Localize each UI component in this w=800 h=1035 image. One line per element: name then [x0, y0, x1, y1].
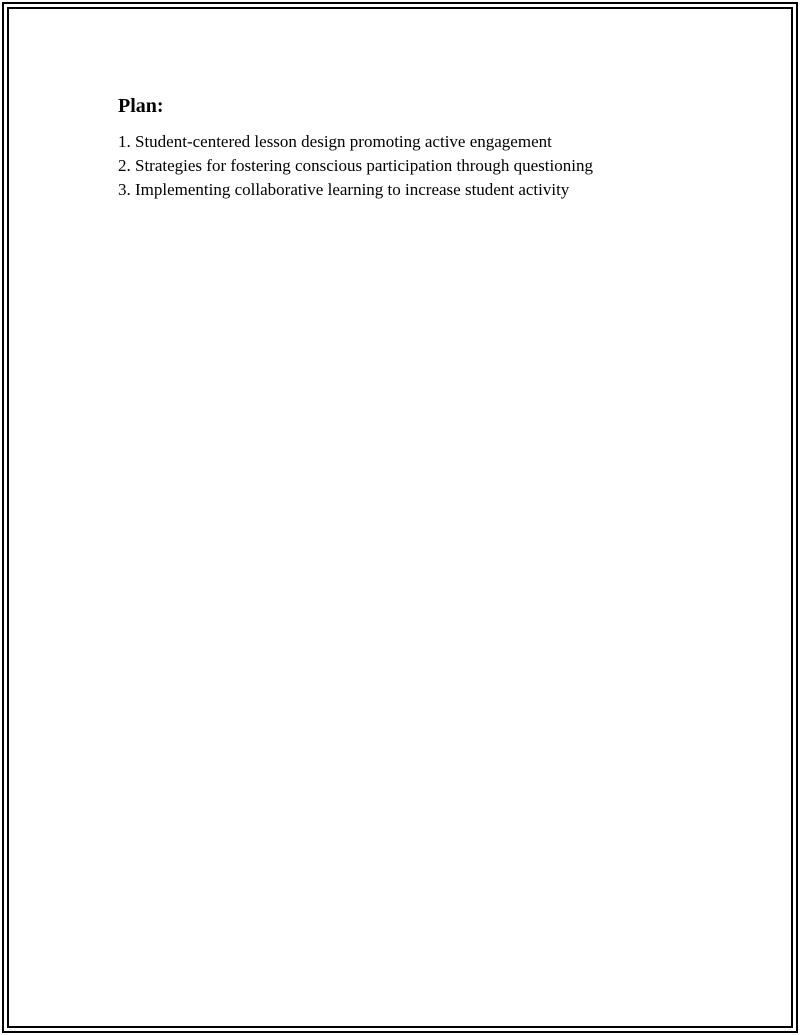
plan-list	[118, 130, 718, 202]
plan-item-1: 1. Student-centered lesson design promoting active engagement	[118, 132, 552, 151]
plan-item-2: 2. Strategies for fostering conscious participation through questioning	[118, 156, 593, 175]
plan-heading: Plan:	[118, 95, 164, 117]
page-content	[118, 92, 718, 202]
plan-item-3: 3. Implementing collaborative learning to increase student activity	[118, 180, 570, 199]
